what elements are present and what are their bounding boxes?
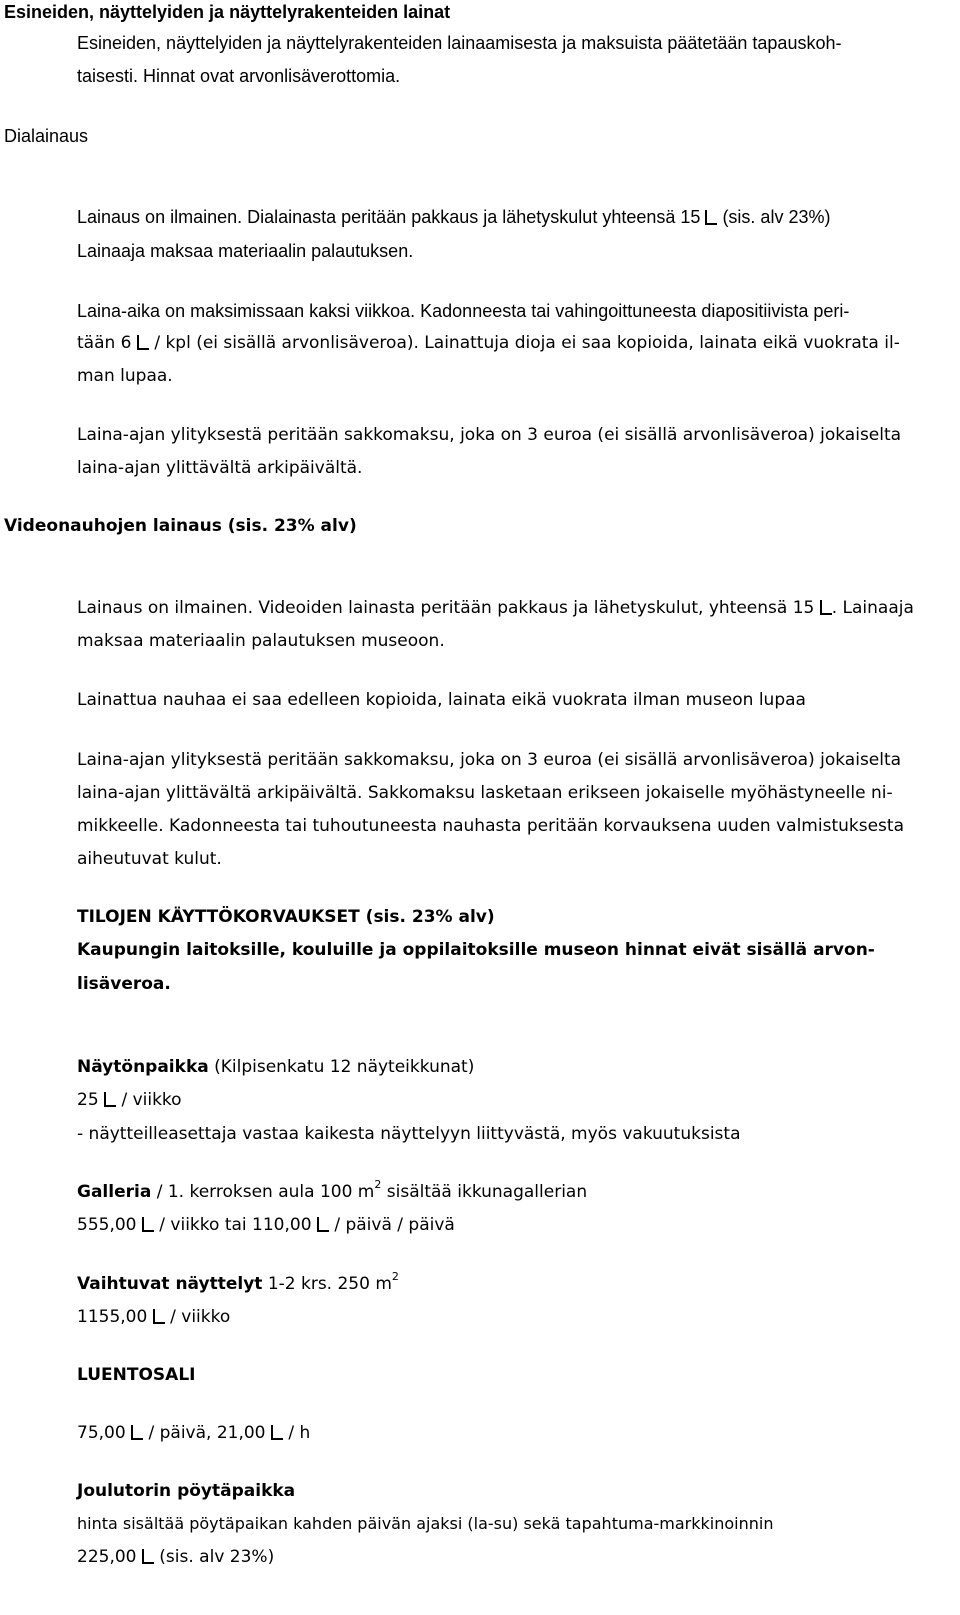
paragraph-line: Lainaus on ilmainen. Videoiden lainasta peritään pakkaus ja lähetyskulut, yhteensä 15 . Lainaaja (77, 598, 914, 618)
paragraph-line: Lainattua nauhaa ei saa edelleen kopioida, lainata eikä vuokrata ilman museon lupaa (77, 690, 806, 710)
paragraph-line: Kaupungin laitoksille, kouluille ja oppilaitoksille museon hinnat eivät sisällä arvon- (77, 940, 875, 960)
euro-icon (705, 210, 717, 225)
paragraph-line: Laina-aika on maksimissaan kaksi viikkoa. Kadonneesta tai vahingoittuneesta diapositiivista peri- (77, 301, 850, 321)
paragraph-line: taisesti. Hinnat ovat arvonlisäverottomia. (77, 66, 401, 86)
paragraph-line: Laina-ajan ylityksestä peritään sakkomaksu, joka on 3 euroa (ei sisällä arvonlisäveroa) jokaiselta (77, 425, 902, 445)
section-heading-space-fees: TILOJEN KÄYTTÖKORVAUKSET (sis. 23% alv) (77, 907, 495, 927)
gallery-title: Galleria / 1. kerroksen aula 100 $m^2$ sisältää ikkunagallerian (77, 1178, 588, 1202)
paragraph-line: maksaa materiaalin palautuksen museoon. (77, 631, 445, 651)
euro-icon (142, 1549, 154, 1564)
paragraph-line: Lainaus on ilmainen. Dialainasta peritään pakkaus ja lähetyskulut yhteensä 15 (sis. alv 23%) (77, 207, 831, 227)
euro-icon (271, 1425, 283, 1440)
section-heading-video-loan: Videonauhojen lainaus (sis. 23% alv) (4, 516, 357, 536)
lecture-hall-title: LUENTOSALI (77, 1365, 196, 1385)
christmas-market-title: Joulutorin pöytäpaikka (77, 1481, 296, 1501)
euro-icon (317, 1217, 329, 1232)
section-heading-slide-loan: Dialainaus (4, 126, 89, 146)
paragraph-line: laina-ajan ylittävältä arkipäivältä. Sakkomaksu lasketaan erikseen jokaiselle myöhästyneelle ni- (77, 783, 893, 803)
paragraph-line: aiheutuvat kulut. (77, 849, 222, 869)
paragraph-line: man lupaa. (77, 366, 173, 386)
euro-icon (131, 1425, 143, 1440)
display-space-title: Näytönpaikka (Kilpisenkatu 12 näyteikkunat) (77, 1057, 475, 1077)
paragraph-line: hinta sisältää pöytäpaikan kahden päivän ajaksi (la-su) sekä tapahtuma-markkinoinnin (77, 1514, 774, 1533)
euro-icon (104, 1092, 116, 1107)
euro-icon (137, 335, 149, 350)
exhibitions-title: Vaihtuvat näyttelyt 1-2 krs. 250 $m^2$ (77, 1270, 399, 1294)
paragraph-line: laina-ajan ylittävältä arkipäivältä. (77, 458, 363, 478)
euro-icon (142, 1217, 154, 1232)
display-space-price: 25 / viikko (77, 1090, 182, 1110)
euro-icon (153, 1309, 165, 1324)
paragraph-line: mikkeelle. Kadonneesta tai tuhoutuneesta nauhasta peritään korvauksena uuden valmistuksesta (77, 816, 904, 836)
christmas-market-price: 225,00 (sis. alv 23%) (77, 1547, 275, 1567)
gallery-price: 555,00 / viikko tai 110,00 / päivä / päivä (77, 1215, 455, 1235)
paragraph-line: tään 6 / kpl (ei sisällä arvonlisäveroa). Lainattuja dioja ei saa kopioida, lainata eikä vuokrata il- (77, 333, 900, 353)
paragraph-line: Laina-ajan ylityksestä peritään sakkomaksu, joka on 3 euroa (ei sisällä arvonlisäveroa) jokaiselta (77, 750, 902, 770)
lecture-hall-price: 75,00 / päivä, 21,00 / h (77, 1423, 311, 1443)
paragraph-line: - näytteilleasettaja vastaa kaikesta näyttelyyn liittyvästä, myös vakuutuksista (77, 1124, 741, 1144)
paragraph-line: Lainaaja maksaa materiaalin palautuksen. (77, 241, 414, 261)
exhibitions-price: 1155,00 / viikko (77, 1307, 231, 1327)
paragraph-line: lisäveroa. (77, 974, 171, 994)
euro-icon (820, 600, 832, 615)
section-heading-object-loans: Esineiden, näyttelyiden ja näyttelyrakenteiden lainat (4, 2, 451, 22)
paragraph-line: Esineiden, näyttelyiden ja näyttelyrakenteiden lainaamisesta ja maksuista päätetään tapauskoh- (77, 33, 842, 53)
